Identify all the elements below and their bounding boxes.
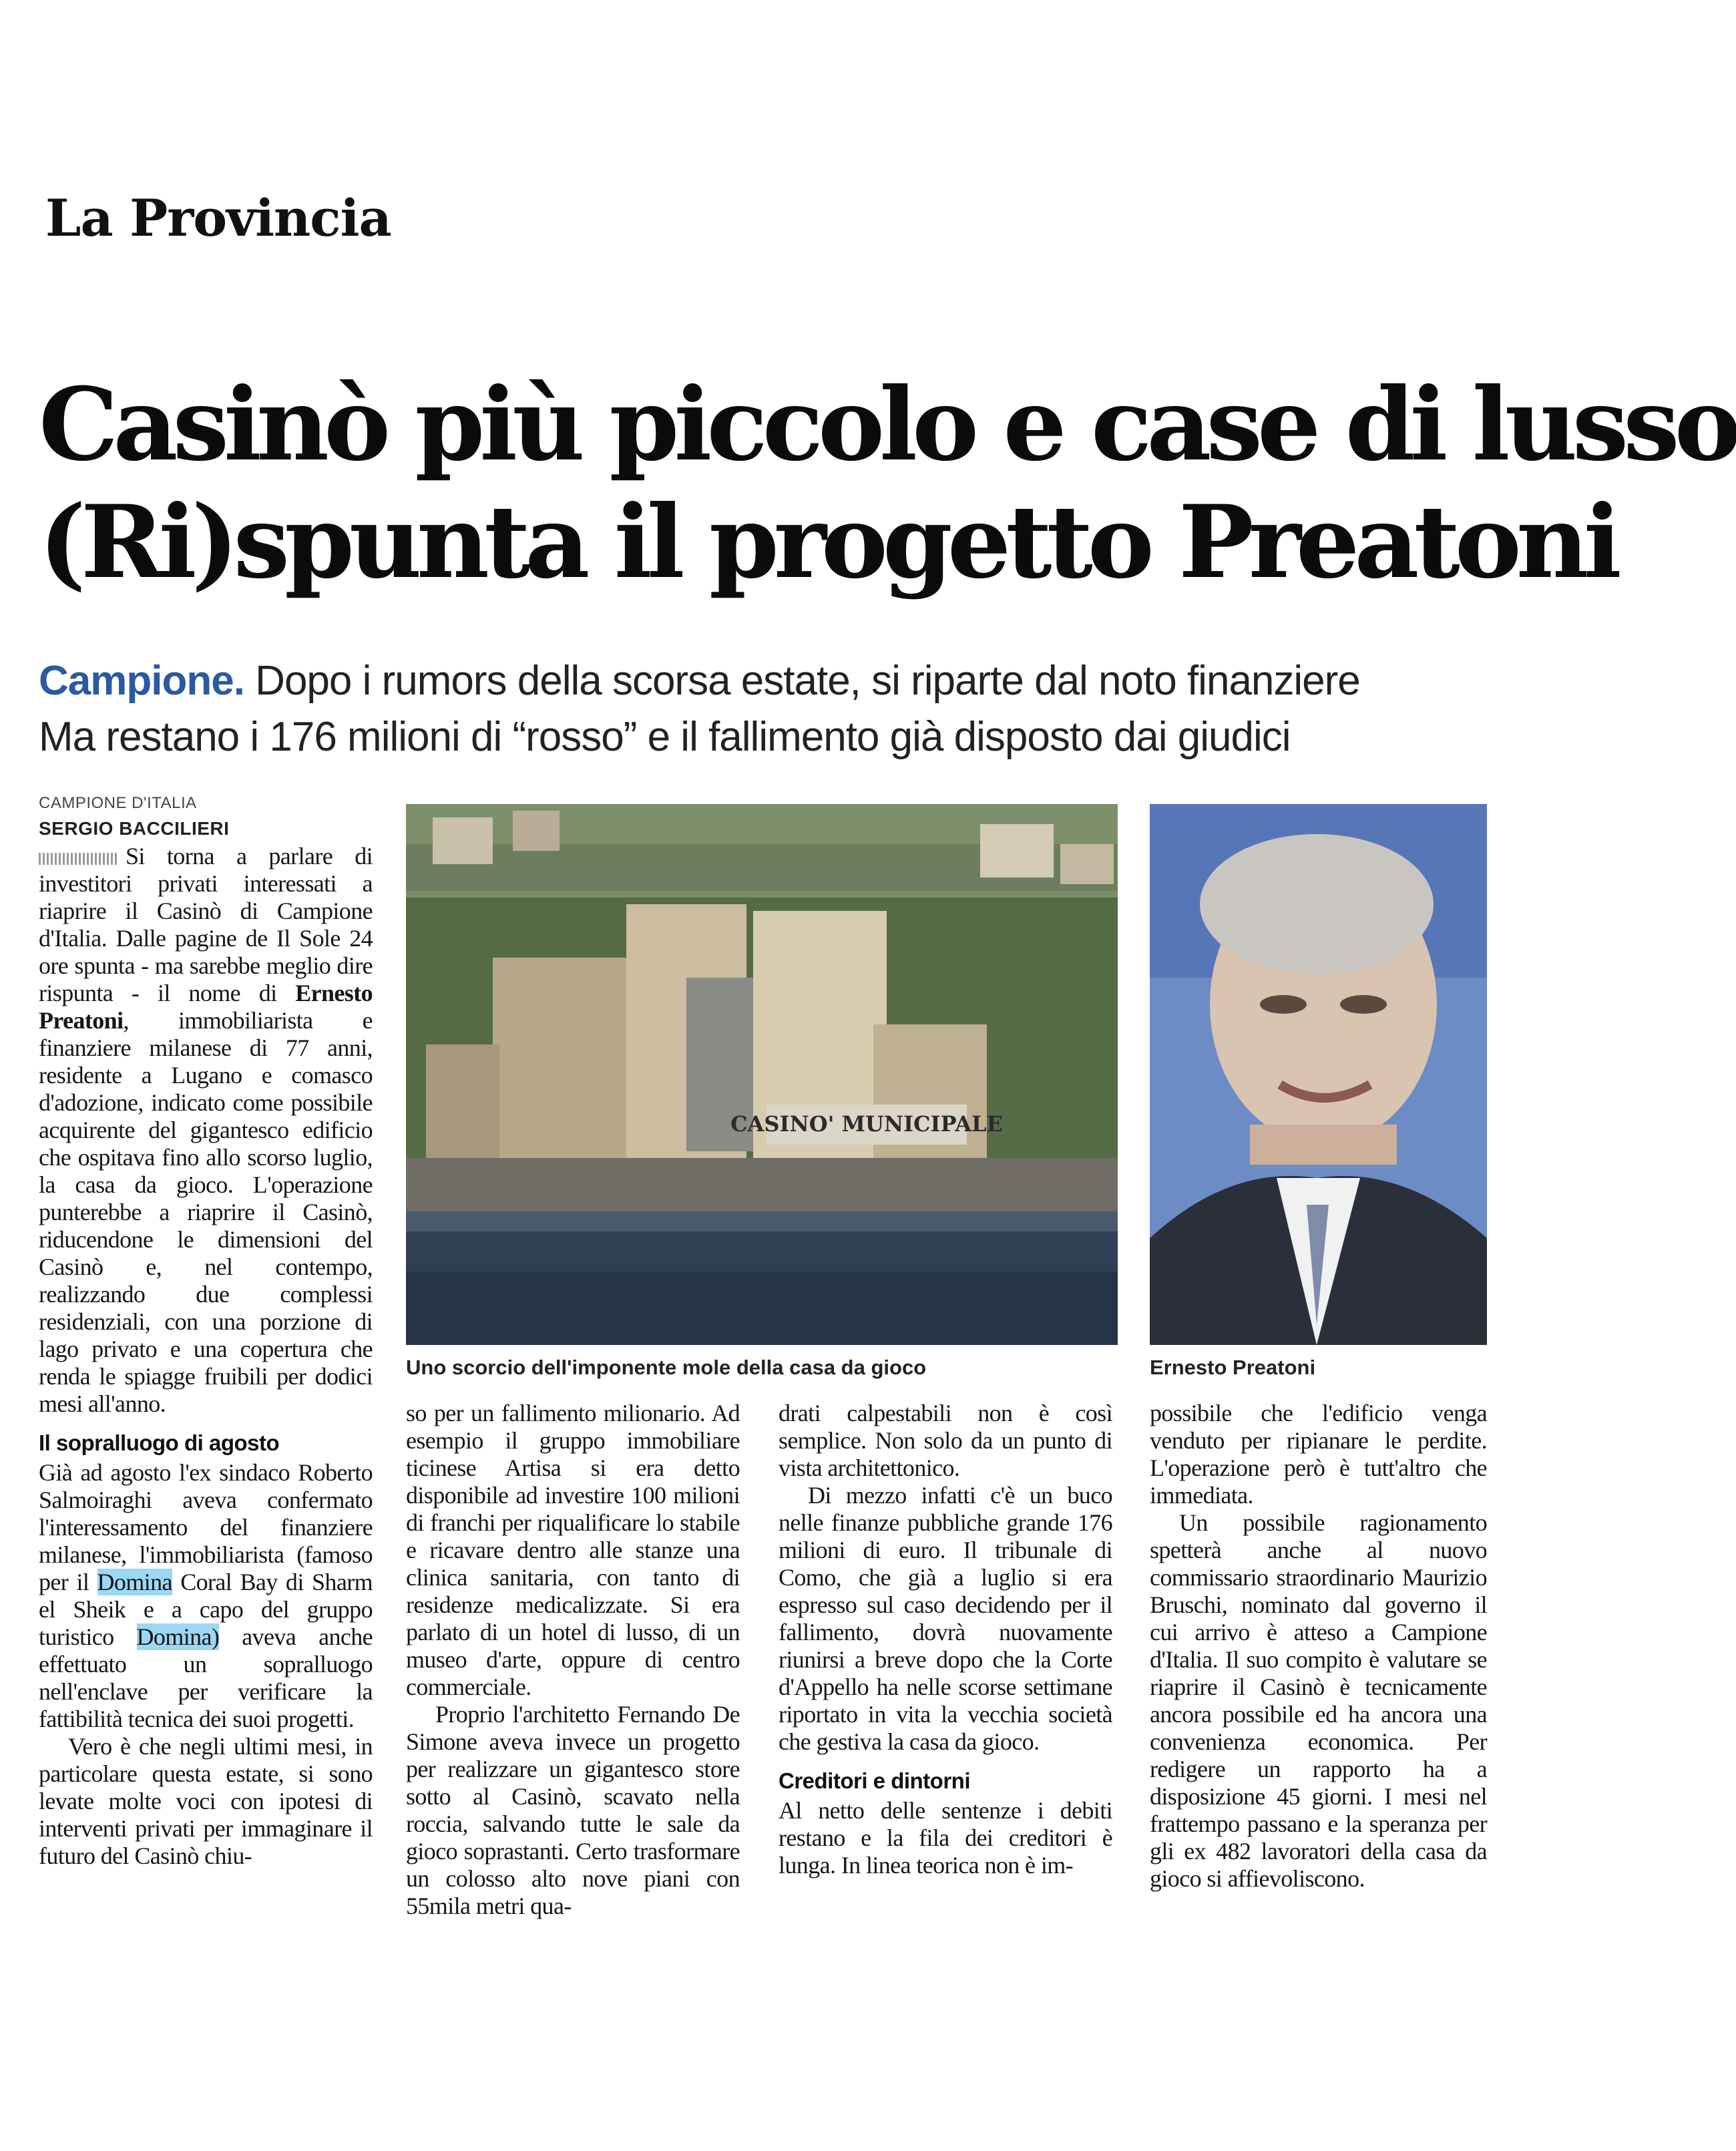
article-column-2 <box>406 1400 740 1920</box>
headline-line-2: (Ri)spunta il progetto Preatoni <box>39 483 1616 601</box>
headline <box>39 366 1736 601</box>
subheadline-line-2: Ma restano i 176 milioni di “rosso” e il fallimento già disposto dai giudici <box>39 714 1291 760</box>
article-column-1 <box>39 843 373 1870</box>
paragraph-text: , immobiliarista e finanziere milanese di 77 anni, residente a Lugano e comasco d'adozione, indicato come possibile acquirente del gigantesco edificio che ospitava fino allo scorso luglio, la casa da gioco. L'operazione punterebbe a riaprire il Casinò, riducendone le dimensioni del Casinò e, nel contempo, realizzando due complessi residenziali, con una porzione di lago privato e una copertura che renda le spiagge fruibili per dodici mesi all'anno. <box>39 1007 373 1417</box>
casino-illustration <box>406 804 1118 1345</box>
paragraph-text: aveva anche effettuato un sopralluogo nell'enclave per verificare la fattibilità tecnica dei suoi progetti. <box>39 1623 373 1732</box>
paragraph: Vero è che negli ultimi mesi, in particolare questa estate, si sono levate molte voci con ipotesi di interventi privati per immaginare il futuro del Casinò chiu- <box>39 1733 373 1869</box>
casino-sign: CASINO' MUNICIPALE <box>730 1111 1003 1137</box>
subheadline-line-1-text: Dopo i rumors della scorsa estate, si riparte dal noto finanziere <box>244 658 1360 704</box>
headline-line-1: Casinò più piccolo e case di lusso <box>39 366 1736 483</box>
byline: SERGIO BACCILIERI <box>39 818 230 839</box>
paragraph: Di mezzo infatti c'è un buco nelle finanze pubbliche grande 176 milioni di euro. Il tribunale di Como, che già a luglio si era espresso sul caso decidendo per il fallimento, dovrà nuovamente riunirsi a breve dopo che la Corte d'Appello ha nelle scorse settimane riportato in vita la vecchia società che gestiva la casa da gioco. <box>779 1482 1112 1755</box>
casino-photo <box>406 804 1118 1345</box>
highlight: Domina) <box>136 1623 220 1650</box>
casino-photo-caption: Uno scorcio dell'imponente mole della casa da gioco <box>406 1356 927 1379</box>
highlight: Domina <box>97 1569 172 1595</box>
article-column-4 <box>1150 1400 1487 1893</box>
person-name: Ernesto Preatoni <box>39 980 373 1034</box>
paragraph: so per un fallimento milionario. Ad esempio il gruppo immobiliare ticinese Artisa si era detto disponibile ad investire 100 milioni di franchi per riqualificare lo stabile e ricavare dentro alle stanze una clinica sanitaria, con tanto di residenze medicalizzate. Si era parlato di un hotel di lusso, di un museo d'arte, oppure di centro commerciale. <box>406 1400 740 1700</box>
paragraph: Un possibile ragionamento spetterà anche al nuovo commissario straordinario Maurizio Bruschi, nominato dal governo il cui arrivo è atteso a Campione d'Italia. Il suo compito è valutare se riaprire il Casinò è tecnicamente ancora possibile ed ha ancora una convenienza economica. Per redigere un rapporto ha a disposizione 45 giorni. I mesi nel frattempo passano e la speranza per gli ex 482 lavoratori della casa da gioco si affievoliscono. <box>1150 1509 1487 1892</box>
paragraph-text: Già ad agosto l'ex sindaco Roberto Salmoiraghi aveva confermato l'interessamento del finanziere milanese, l'immobiliarista (famoso per il <box>39 1459 373 1595</box>
subheadline-line-1 <box>39 653 1494 709</box>
paragraph <box>39 843 373 1418</box>
lead-marker <box>39 853 118 865</box>
masthead: La Provincia <box>45 188 391 248</box>
paragraph: drati calpestabili non è così semplice. Non solo da un punto di vista architettonico. <box>779 1400 1112 1481</box>
paragraph-text: Coral Bay di Sharm el Sheik e a capo del gruppo turistico <box>39 1569 373 1650</box>
portrait-photo-caption: Ernesto Preatoni <box>1150 1356 1316 1379</box>
paragraph: Al netto delle sentenze i debiti restano e la fila dei creditori è lunga. In linea teorica non è im- <box>779 1797 1112 1879</box>
paragraph: Proprio l'architetto Fernando De Simone aveva invece un progetto per realizzare un gigantesco store sotto al Casinò, scavato nella roccia, salvando tutte le sale da gioco soprastanti. Certo trasformare un colosso alto nove piani con 55mila metri qua- <box>406 1701 740 1919</box>
section-heading: Il sopralluogo di agosto <box>39 1430 280 1455</box>
dateline: CAMPIONE D'ITALIA <box>39 794 197 812</box>
portrait-photo <box>1150 804 1487 1345</box>
section-heading: Creditori e dintorni <box>779 1768 970 1793</box>
paragraph-text: Si torna a parlare di investitori privati interessati a riaprire il Casinò di Campione d'Italia. Dalle pagine de Il Sole 24 ore spunta - ma sarebbe meglio dire rispunta - il nome di <box>39 843 373 1006</box>
paragraph: possibile che l'edificio venga venduto per ripianare le perdite. L'operazione però è tutt'altro che immediata. <box>1150 1400 1487 1509</box>
subheadline <box>39 653 1494 765</box>
portrait-illustration <box>1150 804 1487 1345</box>
kicker: Campione. <box>39 658 244 704</box>
article-column-3 <box>779 1400 1112 1879</box>
paragraph <box>39 1459 373 1733</box>
